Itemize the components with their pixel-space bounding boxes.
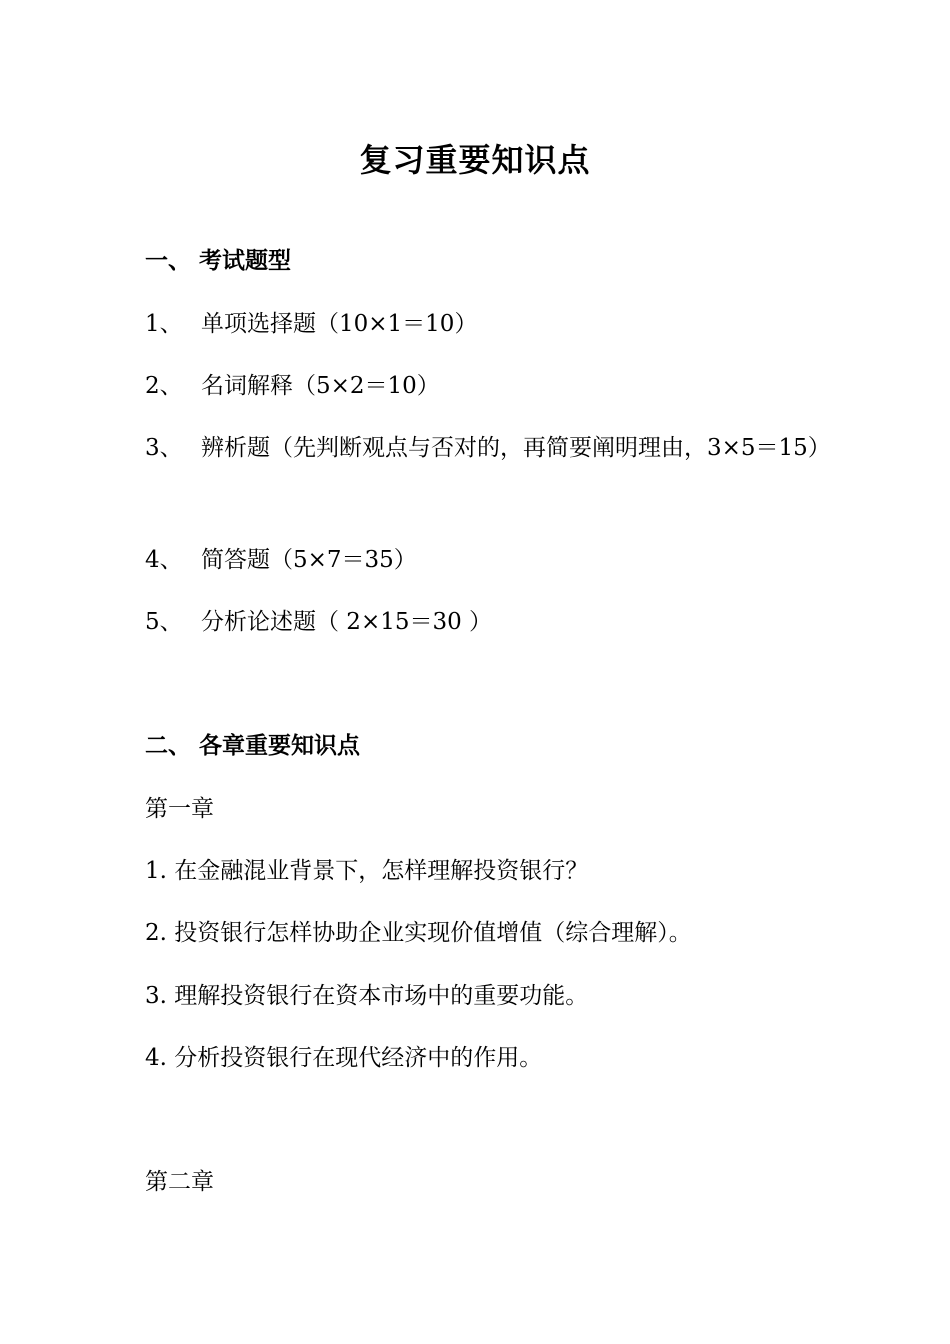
section-heading-chapter-points: 二、 各章重要知识点	[145, 732, 361, 759]
list-item: 1. 在金融混业背景下，怎样理解投资银行？	[145, 858, 589, 884]
list-item-text: 分析论述题（ 2×15＝30 ）	[201, 609, 493, 635]
chapter-label: 第一章	[145, 796, 214, 822]
list-item-number: 3、	[145, 435, 183, 461]
list-item: 3. 理解投资银行在资本市场中的重要功能。	[145, 983, 589, 1009]
list-item-number: 4、	[145, 547, 183, 573]
list-item-number: 2、	[145, 373, 183, 399]
section-heading-exam-types: 一、 考试题型	[145, 247, 292, 274]
list-item-number: 5、	[145, 609, 183, 635]
list-item-text: 简答题（5×7＝35）	[201, 547, 417, 573]
list-item-text: 辨析题（先判断观点与否对的，再简要阐明理由，3×5＝15）	[201, 435, 831, 461]
page-title: 复习重要知识点	[359, 141, 591, 179]
list-item-number: 1、	[145, 311, 183, 337]
list-item: 4. 分析投资银行在现代经济中的作用。	[145, 1045, 543, 1071]
list-item-text: 名词解释（5×2＝10）	[201, 373, 440, 399]
chapter-label: 第二章	[145, 1169, 214, 1195]
list-item: 2. 投资银行怎样协助企业实现价值增值（综合理解）。	[145, 920, 692, 946]
list-item-text: 单项选择题（10×1＝10）	[201, 311, 478, 337]
